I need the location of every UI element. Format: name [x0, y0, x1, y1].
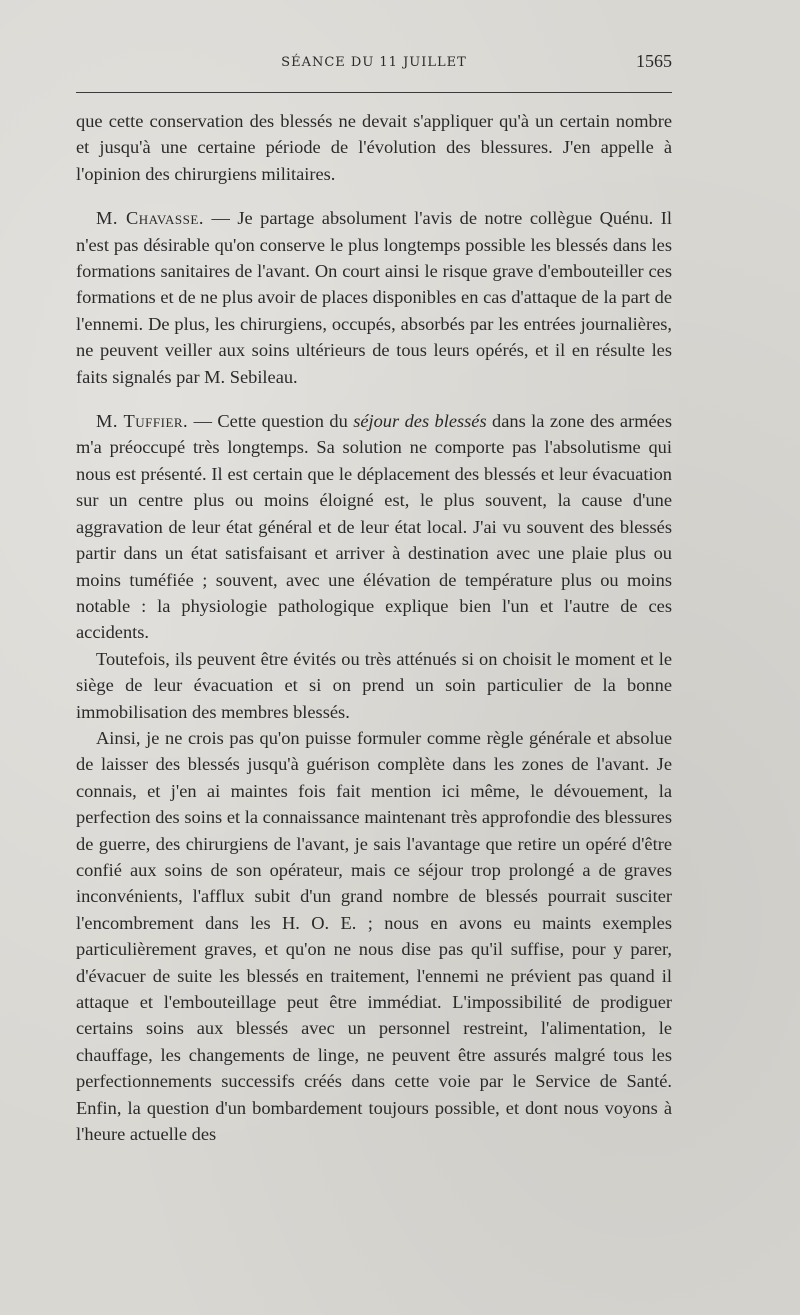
paragraph-text: Ainsi, je ne crois pas qu'on puisse formuler comme règle générale et absolue de laisser des blessés jusqu'à guérison complète dans les zones de l'avant. Je connais, et j'en ai maintes fois fait mention ici même, le dévouement, la perfection des soins et la connaissance maintenant très approfondie des blessures de guerre, des chirurgiens de l'avant, je sais l'avantage que retire un opéré d'être confié aux soins de son opérateur, mais ce séjour trop prolongé a de graves inconvénients, l'afflux subit d'un grand nombre de blessés pourrait susciter l'encombrement dans les H. O. E. ; nous en avons eu maints exemples particulièrement graves, et qu'on ne nous dise pas qu'il suffise, pour y parer, d'évacuer de suite les blessés en traitement, l'ennemi ne prévient pas quand il attaque et l'embouteillage peut être immédiat. L'impossibilité de prodiguer certains soins aux blessés avec un personnel restreint, l'alimentation, le chauffage, les changements de linge, ne peuvent être assurés malgré tous les perfectionnements successifs créés dans cette voie par le Service de Santé. Enfin, la question d'un bombardement toujours possible, et dont nous voyons à l'heure actuelle des	[76, 727, 672, 1145]
body-text	[76, 108, 672, 1147]
paragraph-text: dans la zone des armées m'a préoccupé très longtemps. Sa solution ne comporte pas l'absolutisme qui nous est présenté. Il est certain que le déplacement des blessés et leur évacuation sur un centre plus ou moins éloigné est, le plus souvent, la cause d'une aggravation de leur état général et de leur état local. J'ai vu souvent des blessés partir dans un état satisfaisant et arriver à destination avec une plaie plus ou moins tuméfiée ; souvent, avec une élévation de température plus ou moins notable : la physiologie pathologique explique bien l'un et l'autre de ces accidents.	[76, 411, 673, 643]
emphasis-text: séjour des blessés	[353, 411, 487, 432]
paragraph-ainsi	[76, 725, 672, 1148]
running-head	[76, 50, 672, 80]
header-rule	[76, 92, 672, 93]
book-page	[76, 50, 672, 1147]
page-number: 1565	[636, 51, 672, 71]
speaker-name: M. Chavasse.	[96, 208, 204, 229]
paragraph-continuation	[76, 108, 672, 187]
paragraph-toutefois	[76, 646, 672, 725]
paragraph-text: Toutefois, ils peuvent être évités ou très atténués si on choisit le moment et le siège de leur évacuation et si on prend un soin particulier de la bonne immobilisation des membres blessés.	[76, 648, 672, 722]
paragraph-tuffier	[76, 408, 672, 646]
paragraph-text: que cette conservation des blessés ne devait s'appliquer qu'à un certain nombre et jusqu'à une certaine période de l'évolution des blessures. J'en appelle à l'opinion des chirurgiens militaires.	[76, 111, 672, 184]
paragraph-text: — Je partage absolument l'avis de notre collègue Quénu. Il n'est pas désirable qu'on conserve le plus longtemps possible les blessés dans les formations sanitaires de l'avant. On court ainsi le risque grave d'embouteiller ces formations et de ne plus avoir de places disponibles en cas d'attaque de la part de l'ennemi. De plus, les chirurgiens, occupés, absorbés par les entrées journalières, ne peuvent veiller aux soins ultérieurs de tous leurs opérés, et il en résulte les faits signalés par M. Sebileau.	[76, 208, 673, 387]
speaker-name: M. Tuffier.	[96, 411, 189, 432]
running-head-title: SÉANCE DU 11 JUILLET	[281, 55, 467, 70]
paragraph-text: — Cette question du	[188, 411, 354, 432]
paragraph-chavasse	[76, 205, 672, 390]
